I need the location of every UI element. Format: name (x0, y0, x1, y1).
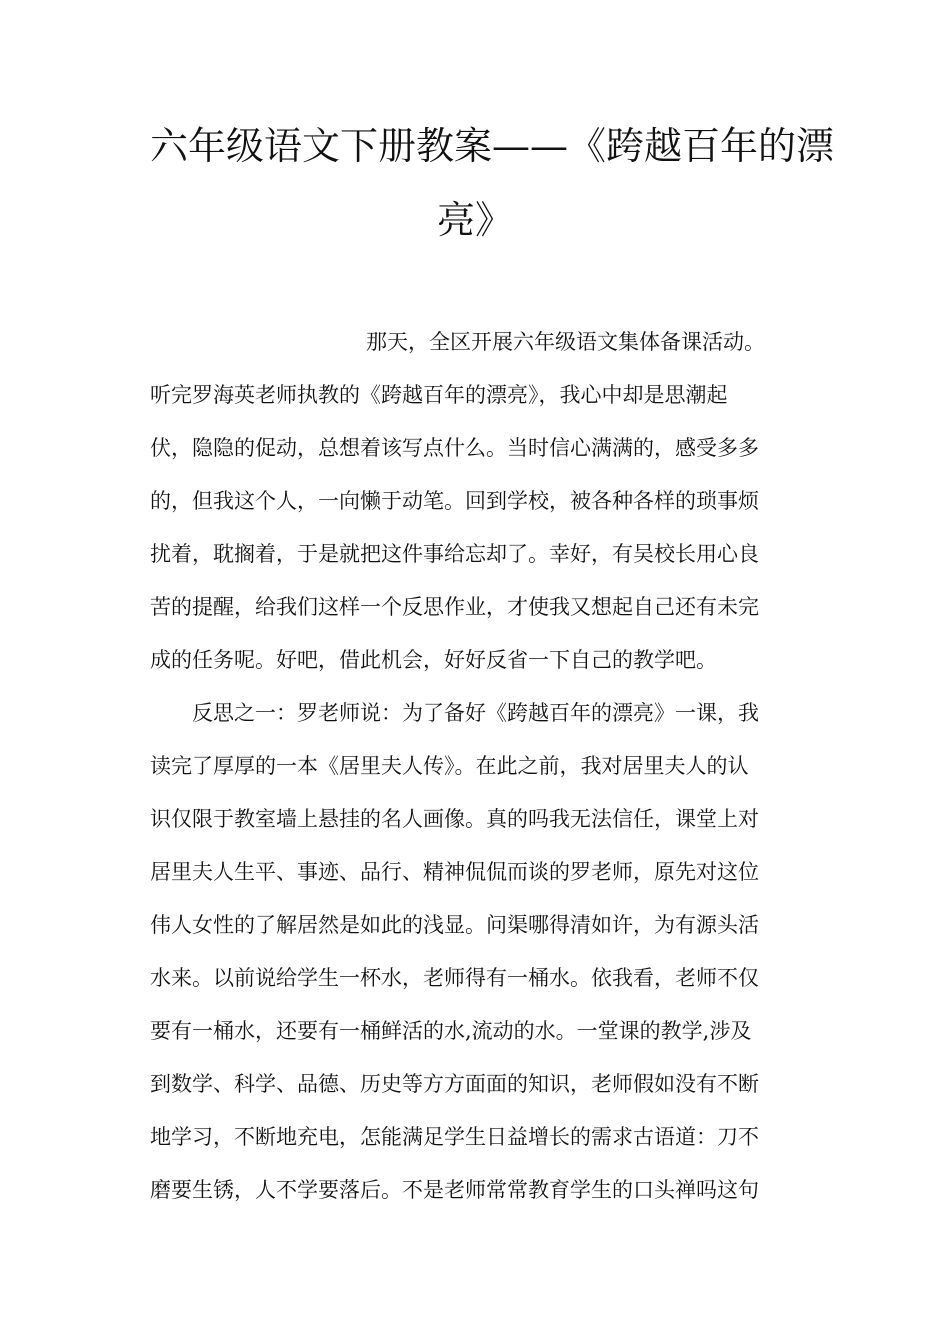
body-line-7: 成的任务呢。好吧，借此机会，好好反省一下自己的教学吧。 (150, 648, 717, 672)
body-line-9: 读完了厚厚的一本《居里夫人传》。在此之前，我对居里夫人的认 (150, 754, 749, 778)
body-line-12: 伟人女性的了解居然是如此的浅显。问渠哪得清如许，为有源头活 (150, 913, 759, 937)
body-line-3: 伏，隐隐的促动，总想着该写点什么。当时信心满满的，感受多多 (150, 436, 759, 460)
body-line-13: 水来。以前说给学生一杯水，老师得有一桶水。依我看，老师不仅 (150, 966, 759, 990)
body-line-11: 居里夫人生平、事迹、品行、精神侃侃而谈的罗老师，原先对这位 (150, 860, 759, 884)
body-line-5: 扰着，耽搁着，于是就把这件事给忘却了。幸好，有吴校长用心良 (150, 542, 759, 566)
body-line-10: 识仅限于教室墙上悬挂的名人画像。真的吗我无法信任，课堂上对 (150, 807, 759, 831)
document-title-line-1: 六年级语文下册教案——《跨越百年的漂 (150, 124, 835, 168)
body-line-17: 磨要生锈，人不学要落后。不是老师常常教育学生的口头禅吗这句 (150, 1178, 759, 1202)
body-line-14: 要有一桶水，还要有一桶鲜活的水,流动的水。一堂课的教学,涉及 (150, 1019, 752, 1043)
body-line-4: 的，但我这个人，一向懒于动笔。回到学校，被各种各样的琐事烦 (150, 489, 759, 513)
body-line-15: 到数学、科学、品德、历史等方方面面的知识，老师假如没有不断 (150, 1072, 759, 1096)
body-line-2: 听完罗海英老师执教的《跨越百年的漂亮》，我心中却是思潮起 (150, 383, 728, 407)
document-title-line-2: 亮》 (436, 198, 513, 242)
body-line-6: 苦的提醒，给我们这样一个反思作业，才使我又想起自己还有未完 (150, 595, 759, 619)
body-line-8: 反思之一：罗老师说：为了备好《跨越百年的漂亮》一课，我 (192, 701, 759, 725)
body-line-1: 那天，全区开展六年级语文集体备课活动。 (366, 330, 765, 354)
body-line-16: 地学习，不断地充电，怎能满足学生日益增长的需求古语道：刀不 (150, 1125, 759, 1149)
